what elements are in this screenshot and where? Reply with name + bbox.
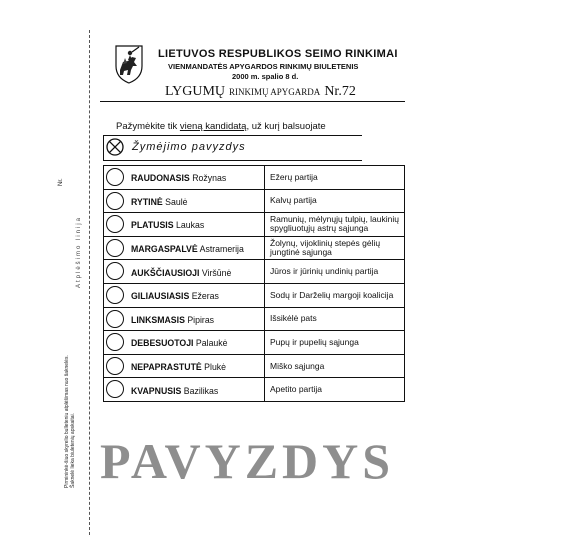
candidate-surname: RAUDONASIS xyxy=(131,173,190,185)
district-label: RINKIMŲ APYGARDA xyxy=(229,87,321,97)
tear-off-line xyxy=(89,30,90,535)
district-line xyxy=(165,82,356,100)
candidate-first-name: Pipiras xyxy=(187,314,215,326)
candidate-party: Apetito partija xyxy=(265,378,405,402)
candidate-cell xyxy=(104,166,265,190)
vote-circle[interactable] xyxy=(106,192,124,210)
candidate-name xyxy=(131,197,188,208)
instruction-post: , už kurį balsuojate xyxy=(246,121,326,132)
district-name: LYGUMŲ xyxy=(165,84,226,99)
candidate-first-name: Rožynas xyxy=(192,173,227,185)
candidate-first-name: Astramerija xyxy=(199,244,244,256)
candidate-cell xyxy=(104,378,265,402)
candidate-surname: AUKŠČIAUSIOJI xyxy=(131,267,200,279)
candidate-surname: KVAPNUSIS xyxy=(131,385,182,397)
vote-circle[interactable] xyxy=(106,333,124,351)
candidate-name xyxy=(131,244,244,255)
cut-line-label: Atplėšimo linija xyxy=(76,215,82,288)
candidate-table xyxy=(103,165,405,402)
candidate-row xyxy=(104,260,405,284)
candidate-row xyxy=(104,189,405,213)
vote-circle[interactable] xyxy=(106,357,124,375)
candidate-cell xyxy=(104,283,265,307)
vote-circle[interactable] xyxy=(106,239,124,257)
ballot-subtitle: VIENMANDATĖS APYGARDOS RINKIMŲ BIULETENIS xyxy=(168,62,359,71)
candidate-cell xyxy=(104,307,265,331)
candidate-surname: MARGASPALVĖ xyxy=(131,244,198,256)
candidate-row xyxy=(104,166,405,190)
candidate-row xyxy=(104,378,405,402)
stub-note-line-2: Šaknelė lieka biuletenių apskaitai. xyxy=(70,412,76,488)
candidate-cell xyxy=(104,331,265,355)
candidate-party: Sodų ir Darželių margoji koalicija xyxy=(265,283,405,307)
candidate-cell xyxy=(104,260,265,284)
candidate-first-name: Ežeras xyxy=(191,291,219,303)
candidate-cell xyxy=(104,354,265,378)
candidate-party: Miško sąjunga xyxy=(265,354,405,378)
candidate-row xyxy=(104,354,405,378)
candidate-party: Žolynų, vijoklinių stepės gėlių jungtinė sąjunga xyxy=(265,236,405,260)
vote-circle[interactable] xyxy=(106,380,124,398)
candidate-surname: GILIAUSIASIS xyxy=(131,291,190,303)
instruction-emphasis: vieną kandidatą xyxy=(179,121,247,132)
vote-circle[interactable] xyxy=(106,215,124,233)
vote-circle[interactable] xyxy=(106,262,124,280)
candidate-row xyxy=(104,236,405,260)
candidate-party: Kalvų partija xyxy=(265,189,405,213)
candidate-party: Ežerų partija xyxy=(265,166,405,190)
candidate-row xyxy=(104,331,405,355)
vote-circle[interactable] xyxy=(106,168,124,186)
candidate-first-name: Laukas xyxy=(176,220,205,232)
candidate-surname: PLATUSIS xyxy=(131,220,174,232)
vytis-emblem-icon xyxy=(106,40,152,86)
stub-note-line-1: Pirmininkė-šiuo skyrelio bulleteniu atplėšimas nuo šaknelės. xyxy=(64,355,70,488)
crossed-circle-icon xyxy=(106,138,124,156)
candidate-cell xyxy=(104,236,265,260)
candidate-first-name: Palaukė xyxy=(195,338,228,350)
candidate-party: Pupų ir pupelių sąjunga xyxy=(265,331,405,355)
candidate-row xyxy=(104,307,405,331)
example-label: Žymėjimo pavyzdys xyxy=(132,141,246,153)
candidate-party: Išsikėlė pats xyxy=(265,307,405,331)
candidate-first-name: Plukė xyxy=(204,362,227,374)
election-date: 2000 m. spalio 8 d. xyxy=(232,72,299,81)
vote-circle[interactable] xyxy=(106,310,124,328)
district-number: Nr.72 xyxy=(324,84,356,99)
voting-instruction xyxy=(100,121,405,135)
candidate-surname: LINKSMASIS xyxy=(131,314,185,326)
candidate-party: Ramunių, mėlynųjų tulpių, laukinių spygliuotųjų astrų sąjunga xyxy=(265,213,405,237)
stub-number-label: Nr. xyxy=(58,178,64,186)
stub-note xyxy=(64,355,76,488)
candidate-name xyxy=(131,220,204,231)
vote-circle[interactable] xyxy=(106,286,124,304)
candidate-first-name: Saulė xyxy=(165,196,188,208)
election-title: LIETUVOS RESPUBLIKOS SEIMO RINKIMAI xyxy=(158,48,398,60)
candidate-name xyxy=(131,173,226,184)
marking-example xyxy=(103,135,362,161)
candidate-name xyxy=(131,268,231,279)
candidate-row xyxy=(104,283,405,307)
candidate-name xyxy=(131,315,214,326)
candidate-surname: DEBESUOTOJI xyxy=(131,338,194,350)
candidate-name xyxy=(131,362,226,373)
candidate-name xyxy=(131,291,219,302)
sample-watermark: PAVYZDYS xyxy=(100,433,395,489)
candidate-name xyxy=(131,338,228,349)
candidate-name xyxy=(131,386,218,397)
candidate-party: Jūros ir jūrinių undinių partija xyxy=(265,260,405,284)
ballot-header xyxy=(100,40,405,105)
candidate-surname: RYTINĖ xyxy=(131,196,163,208)
candidate-first-name: Viršūnė xyxy=(201,267,232,279)
candidate-row xyxy=(104,213,405,237)
candidate-cell xyxy=(104,189,265,213)
candidate-cell xyxy=(104,213,265,237)
header-divider xyxy=(100,101,405,102)
candidate-surname: NEPAPRASTUTĖ xyxy=(131,362,202,374)
instruction-pre: Pažymėkite tik xyxy=(116,121,180,132)
ballot xyxy=(100,40,405,402)
candidate-first-name: Bazilikas xyxy=(183,385,219,397)
